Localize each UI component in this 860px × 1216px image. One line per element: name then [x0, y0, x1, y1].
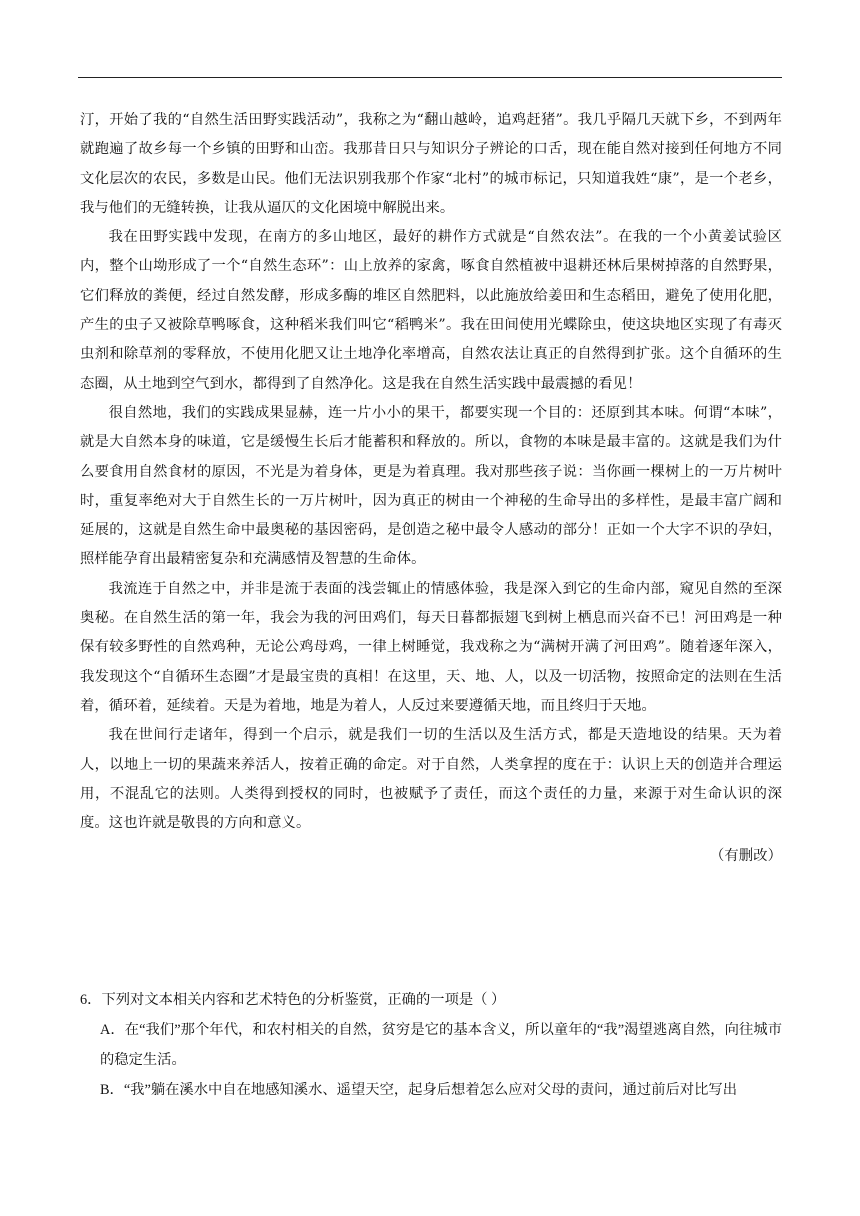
paragraph-4: 我流连于自然之中，并非是流于表面的浅尝辄止的情感体验，我是深入到它的生命内部，窥见自然的至深奥秘。在自然生活的第一年，我会为我的河田鸡们，每天日暮都振翅飞到树上栖息而兴奋不已！河田鸡是一种保有较多野性的自然鸡种，无论公鸡母鸡，一律上树睡觉，我戏称之为“满树开满了河田鸡”。随着逐年深入，我发现这个“自循环生态圈”才是最宝贵的真相！在这里，天、地、人，以及一切活物，按照命定的法则在生活着，循环着，延续着。天是为着地，地是为着人，人反过来要遵循天地，而且终归于天地。 [80, 580, 782, 714]
question-6 [80, 985, 782, 1105]
source-note: （有删改） [710, 848, 782, 865]
paragraph-5: 我在世间行走诸年，得到一个启示，就是我们一切的生活以及生活方式，都是天造地设的结果。天为着人，以地上一切的果蔬来养活人，按着正确的命定。对于自然，人类拿捏的度在于：认识上天的创造并合理运用，不混乱它的法则。人类得到授权的同时，也被赋予了责任，而这个责任的力量，来源于对生命认识的深度。这也许就是敬畏的方向和意义。 [80, 727, 782, 832]
option-a: A．在“我们”那个年代，和农村相关的自然，贫穷是它的基本含义，所以童年的“我”渴望逃离自然，向往城市的稳定生活。 [100, 1022, 782, 1068]
header-rule [78, 77, 782, 78]
article-body [80, 106, 782, 872]
paragraph-1: 汀，开始了我的“自然生活田野实践活动”，我称之为“翻山越岭，追鸡赶猪”。我几乎隔几天就下乡，不到两年就跑遍了故乡每一个乡镇的田野和山峦。我那昔日只与知识分子辨论的口舌，现在能自然对接到任何地方不同文化层次的农民，多数是山民。他们无法识别我那个作家“北村”的城市标记，只知道我姓“康”，是一个老乡，我与他们的无缝转换，让我从逼仄的文化困境中解脱出来。 [80, 112, 782, 216]
paragraph-3: 很自然地，我们的实践成果显赫，连一片小小的果干，都要实现一个目的：还原到其本味。何谓“本味”，就是大自然本身的味道，它是缓慢生长后才能蓄积和释放的。所以，食物的本味是最丰富的。这就是我们为什么要食用自然食材的原因，不光是为着身体，更是为着真理。我对那些孩子说：当你画一棵树上的一万片树叶时，重复率绝对大于自然生长的一万片树叶，因为真正的树由一个神秘的生命导出的多样性，是最丰富广阔和延展的，这就是自然生命中最奥秘的基因密码，是创造之秘中最令人感动的部分！正如一个大字不识的孕妇，照样能孕育出最精密复杂和充满感情及智慧的生命体。 [80, 404, 782, 568]
paragraph-2: 我在田野实践中发现，在南方的多山地区，最好的耕作方式就是“自然农法”。在我的一个小黄姜试验区内，整个山坳形成了一个“自然生态环”：山上放养的家禽，啄食自然植被中退耕还林后果树掉落的自然野果，它们释放的粪便，经过自然发酵，形成多酶的堆区自然肥料，以此施放给姜田和生态稻田，避免了使用化肥，产生的虫子又被除草鸭啄食，这种稻米我们叫它“稻鸭米”。我在田间使用光蝶除虫，使这块地区实现了有毒灭虫剂和除草剂的零释放，不使用化肥又让土地净化率增高，自然农法让真正的自然得到扩张。这个自循环的生态圈，从土地到空气到水，都得到了自然净化。这是我在自然生活实践中最震撼的看见！ [80, 229, 782, 392]
question-stem: 6．下列对文本相关内容和艺术特色的分析鉴赏，正确的一项是（ ） [80, 992, 506, 1008]
option-b: B．“我”躺在溪水中自在地感知溪水、遥望天空，起身后想着怎么应对父母的责问，通过前后对比写出 [100, 1082, 737, 1098]
